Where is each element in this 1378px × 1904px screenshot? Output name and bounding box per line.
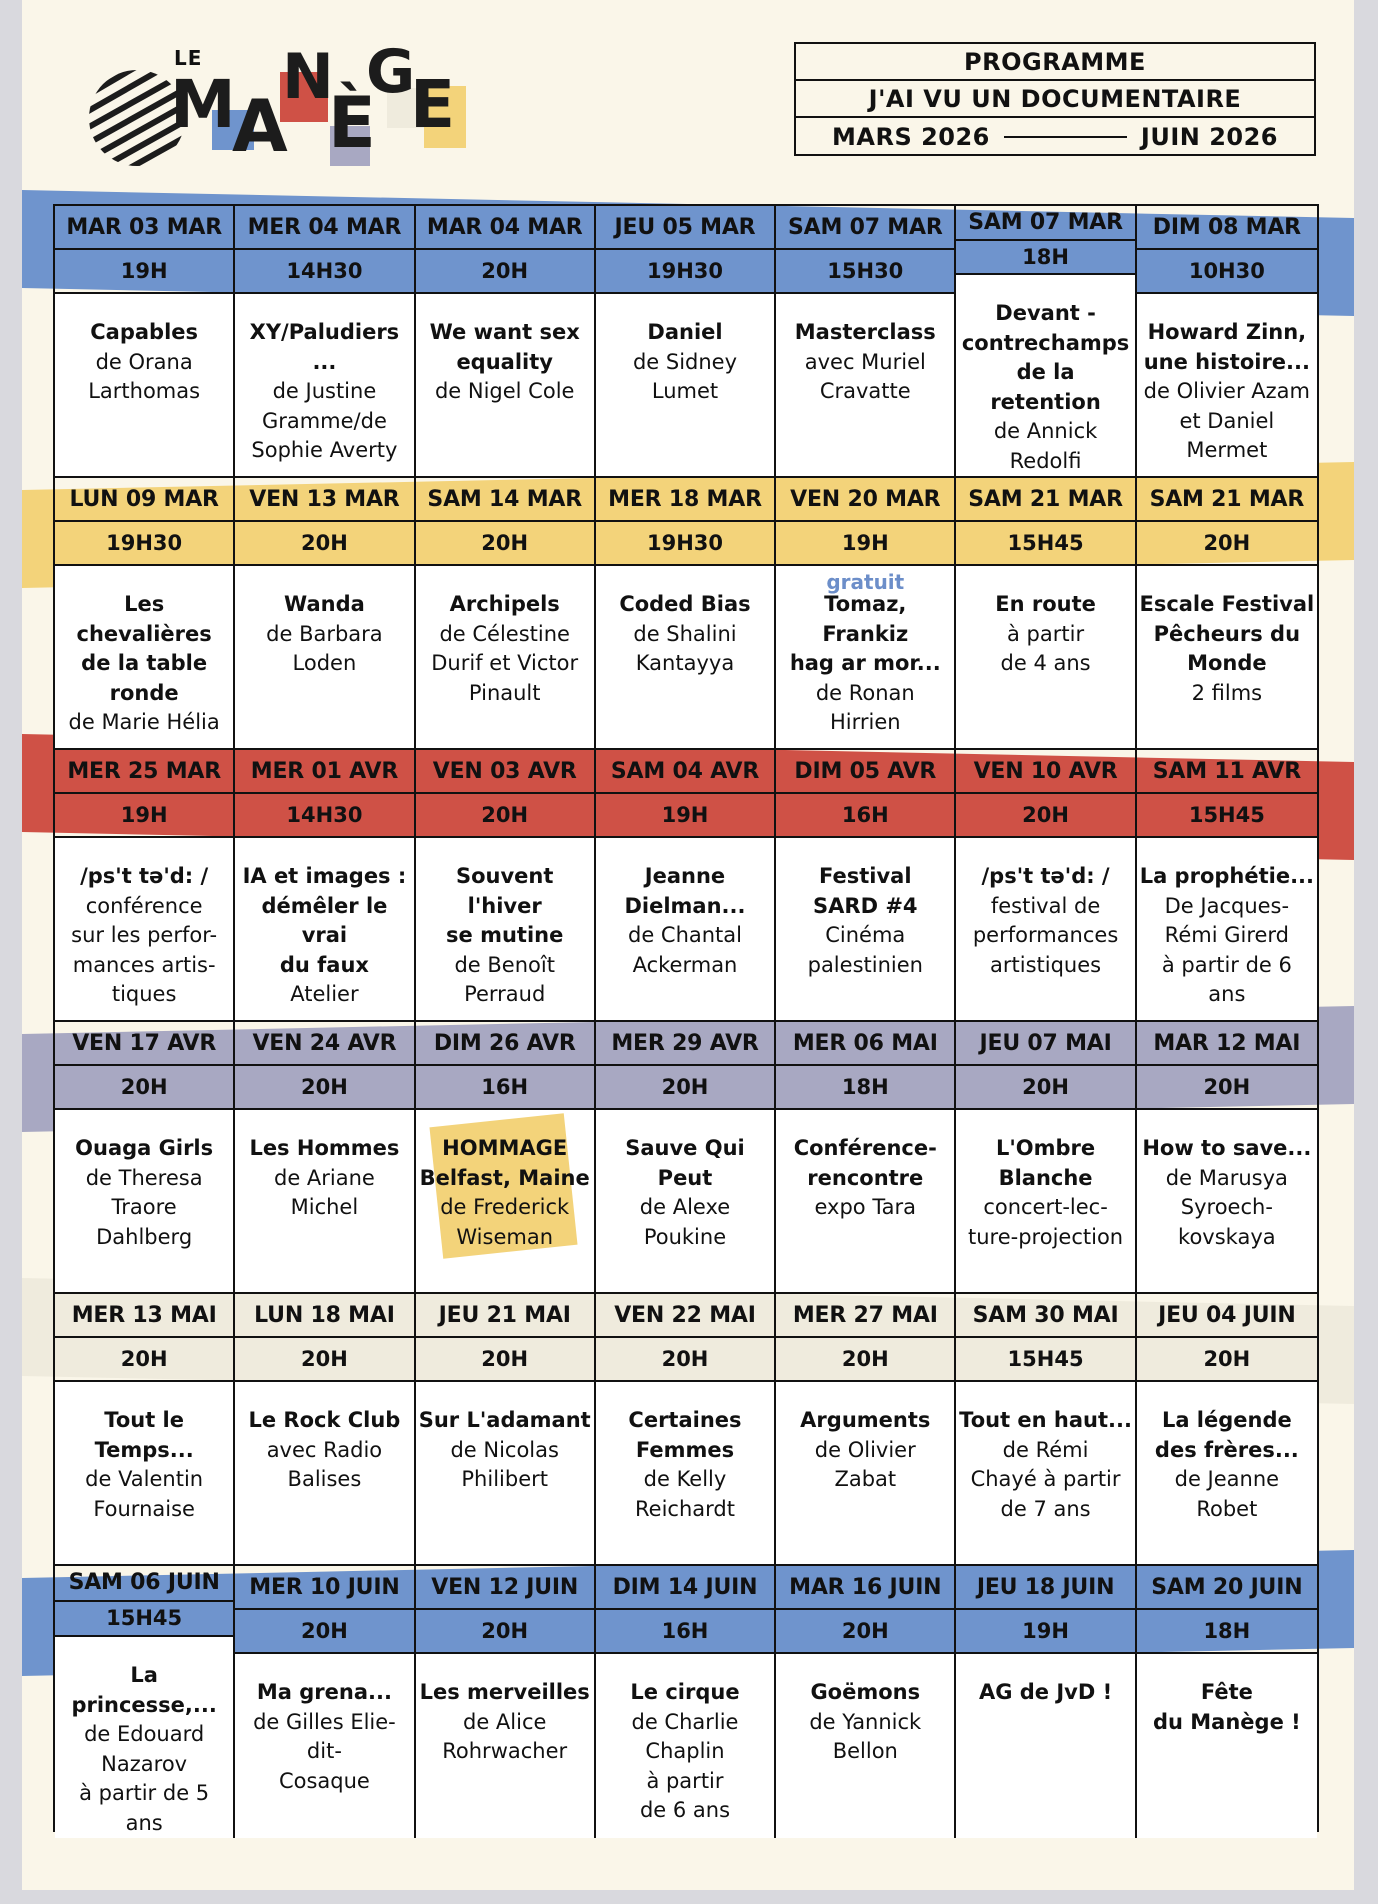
event-date: LUN 09 MAR: [55, 478, 233, 522]
event-cell: [1137, 206, 1317, 478]
event-cell: [55, 478, 235, 750]
event-time: 20H: [416, 1338, 594, 1382]
event-body: [55, 294, 233, 476]
event-time: 18H: [1137, 1610, 1317, 1654]
event-subtitle: de Benoît Perraud: [454, 952, 555, 1006]
event-cell: [416, 1022, 596, 1294]
event-date: DIM 08 MAR: [1137, 206, 1317, 250]
event-body: [956, 566, 1134, 748]
event-time: 16H: [416, 1066, 594, 1110]
event-date: SAM 30 MAI: [956, 1294, 1134, 1338]
event-cell: [416, 1294, 596, 1566]
event-time: 20H: [956, 1066, 1134, 1110]
event-time: 20H: [596, 1066, 774, 1110]
event-time: 20H: [776, 1338, 954, 1382]
event-date: DIM 26 AVR: [416, 1022, 594, 1066]
event-time: 20H: [55, 1066, 233, 1110]
event-cell: [1137, 478, 1317, 750]
event-time: 19H: [55, 794, 233, 838]
event-date: MAR 03 MAR: [55, 206, 233, 250]
event-time: 19H: [776, 522, 954, 566]
event-title: Ouaga Girls: [75, 1136, 214, 1160]
event-date: MER 25 MAR: [55, 750, 233, 794]
event-time: 15H30: [776, 250, 954, 294]
event-body: [235, 566, 413, 748]
event-date: SAM 07 MAR: [956, 206, 1134, 241]
event-title: L'Ombre Blanche: [995, 1136, 1096, 1190]
event-time: 15H45: [956, 1338, 1134, 1382]
event-time: 20H: [416, 522, 594, 566]
event-subtitle: de Sidney Lumet: [632, 349, 738, 403]
event-time: 15H45: [55, 1602, 233, 1638]
event-subtitle: Cinéma palestinien: [807, 923, 923, 977]
event-time: 20H: [416, 1610, 594, 1654]
event-time: 19H: [55, 250, 233, 294]
programme-subtitle: J'AI VU UN DOCUMENTAIRE: [796, 81, 1314, 118]
event-subtitle: de Valentin Fournaise: [85, 1467, 204, 1521]
event-title: Wanda: [284, 592, 365, 616]
event-date: MAR 16 JUIN: [776, 1566, 954, 1610]
event-date: JEU 18 JUIN: [956, 1566, 1134, 1610]
event-cell: [776, 750, 956, 1022]
event-body: [235, 838, 413, 1020]
event-date: MER 06 MAI: [776, 1022, 954, 1066]
event-date: MER 13 MAI: [55, 1294, 233, 1338]
event-title: En route: [995, 592, 1096, 616]
event-time: 20H: [416, 794, 594, 838]
event-body: [956, 1654, 1134, 1838]
event-body: [55, 566, 233, 748]
event-body: [776, 566, 954, 748]
event-body: [235, 1110, 413, 1292]
event-cell: [956, 1294, 1136, 1566]
event-date: SAM 04 AVR: [596, 750, 774, 794]
logo: [82, 28, 502, 178]
event-body: [956, 275, 1134, 476]
event-title: Le Rock Club: [248, 1408, 401, 1432]
event-cell: [416, 750, 596, 1022]
event-body: [416, 1382, 594, 1564]
event-date: MAR 12 MAI: [1137, 1022, 1317, 1066]
event-body: [1137, 294, 1317, 476]
event-subtitle: Atelier: [290, 982, 359, 1006]
event-body: [416, 566, 594, 748]
event-cell: [776, 1294, 956, 1566]
event-date: SAM 21 MAR: [956, 478, 1134, 522]
event-body: [1137, 1382, 1317, 1564]
logo-letter-n: N: [282, 40, 334, 113]
event-body: [1137, 566, 1317, 748]
logo-letter-m: M: [170, 66, 236, 143]
event-cell: [235, 1566, 415, 1838]
event-body: [596, 1382, 774, 1564]
programme-title: PROGRAMME: [796, 44, 1314, 81]
event-title: AG de JvD !: [978, 1680, 1113, 1704]
event-cell: [596, 206, 776, 478]
event-time: 18H: [776, 1066, 954, 1110]
event-cell: [956, 1566, 1136, 1838]
event-subtitle: de Shalini Kantayya: [633, 621, 737, 675]
event-date: SAM 21 MAR: [1137, 478, 1317, 522]
event-time: 16H: [776, 794, 954, 838]
event-date: JEU 21 MAI: [416, 1294, 594, 1338]
event-title: How to save...: [1142, 1136, 1312, 1160]
event-cell: [1137, 1294, 1317, 1566]
event-subtitle: de Olivier Zabat: [814, 1437, 916, 1491]
event-title: Tout le Temps...: [94, 1408, 194, 1462]
event-title: Le cirque: [630, 1680, 740, 1704]
event-body: [1137, 1654, 1317, 1838]
event-body: [235, 294, 413, 476]
event-subtitle: de Theresa Traore Dahlberg: [85, 1165, 203, 1249]
event-title: Fête du Manège !: [1152, 1680, 1301, 1734]
event-cell: [416, 1566, 596, 1838]
event-time: 10H30: [1137, 250, 1317, 294]
event-time: 19H30: [596, 522, 774, 566]
event-body: [776, 1654, 954, 1838]
event-date: VEN 10 AVR: [956, 750, 1134, 794]
event-cell: [55, 750, 235, 1022]
event-subtitle: de Nigel Cole: [434, 379, 575, 403]
event-subtitle: de Orana Larthomas: [88, 349, 201, 403]
event-time: 19H30: [55, 522, 233, 566]
event-title: Daniel: [647, 320, 723, 344]
logo-le: LE: [174, 46, 203, 70]
event-title: Les merveilles: [419, 1680, 590, 1704]
event-body: [776, 1110, 954, 1292]
event-subtitle: de Charlie Chaplin à partir de 6 ans: [631, 1709, 739, 1822]
event-date: SAM 07 MAR: [776, 206, 954, 250]
event-time: 20H: [55, 1338, 233, 1382]
event-cell: [235, 478, 415, 750]
event-cell: [55, 206, 235, 478]
event-body: [55, 838, 233, 1020]
poster: [22, 0, 1354, 1890]
event-cell: [956, 478, 1136, 750]
event-date: JEU 07 MAI: [956, 1022, 1134, 1066]
event-title: Devant - contrechamps de la retention: [961, 301, 1130, 414]
event-title: La prophétie...: [1139, 864, 1315, 888]
event-time: 18H: [956, 241, 1134, 276]
event-cell: [235, 1294, 415, 1566]
event-cell: [596, 478, 776, 750]
event-subtitle: de Frederick Wiseman: [440, 1195, 570, 1249]
event-subtitle: de Célestine Durif et Victor Pinault: [431, 621, 579, 705]
event-body: [956, 1110, 1134, 1292]
event-body: [596, 838, 774, 1020]
event-cell: [1137, 1022, 1317, 1294]
schedule-grid: [53, 204, 1319, 1835]
event-subtitle: festival de performances artistiques: [972, 893, 1119, 977]
event-title: Sur L'adamant: [418, 1408, 591, 1432]
event-date: MER 29 AVR: [596, 1022, 774, 1066]
event-body: [416, 294, 594, 476]
event-cell: [235, 206, 415, 478]
event-date: VEN 13 MAR: [235, 478, 413, 522]
logo-letter-e: E: [410, 66, 456, 143]
event-time: 19H30: [596, 250, 774, 294]
event-time: 19H: [956, 1610, 1134, 1654]
event-title: Les Hommes: [249, 1136, 400, 1160]
event-title: Tout en haut...: [959, 1408, 1132, 1432]
event-date: MER 27 MAI: [776, 1294, 954, 1338]
event-date: VEN 20 MAR: [776, 478, 954, 522]
event-subtitle: de Marusya Syroech- kovskaya: [1165, 1165, 1288, 1249]
logo-letter-a: A: [232, 84, 288, 168]
event-title: Souvent l'hiver se mutine: [446, 864, 564, 947]
event-title: Howard Zinn, une histoire...: [1143, 320, 1310, 374]
event-body: [956, 838, 1134, 1020]
event-body: [55, 1382, 233, 1564]
event-subtitle: expo Tara: [814, 1195, 917, 1219]
event-subtitle: de Rémi Chayé à partir de 7 ans: [970, 1437, 1121, 1521]
event-title: Festival SARD #4: [813, 864, 918, 918]
event-title: XY/Paludiers ...: [249, 320, 400, 374]
event-cell: [776, 1566, 956, 1838]
event-subtitle: à partir de 4 ans: [1000, 621, 1091, 675]
event-title: Escale Festival Pêcheurs du Monde: [1139, 592, 1315, 675]
event-date: MAR 04 MAR: [416, 206, 594, 250]
event-body: [1137, 838, 1317, 1020]
event-subtitle: concert-lec- ture-projection: [968, 1195, 1124, 1249]
event-time: 16H: [596, 1610, 774, 1654]
event-cell: [235, 1022, 415, 1294]
event-cell: [596, 750, 776, 1022]
event-cell: [1137, 750, 1317, 1022]
event-title: IA et images : démêler le vrai du faux: [242, 864, 407, 977]
event-time: 14H30: [235, 794, 413, 838]
event-subtitle: de Yannick Bellon: [809, 1709, 922, 1763]
event-subtitle: De Jacques- Rémi Girerd à partir de 6 ans: [1161, 893, 1292, 1006]
event-body: [55, 1637, 233, 1838]
event-subtitle: de Edouard Nazarov à partir de 5 ans: [79, 1722, 210, 1835]
event-date: SAM 20 JUIN: [1137, 1566, 1317, 1610]
event-subtitle: de Alice Rohrwacher: [442, 1709, 568, 1763]
event-cell: [55, 1294, 235, 1566]
event-body: [776, 294, 954, 476]
event-date: DIM 05 AVR: [776, 750, 954, 794]
event-date: MER 04 MAR: [235, 206, 413, 250]
event-date: VEN 17 AVR: [55, 1022, 233, 1066]
event-time: 15H45: [1137, 794, 1317, 838]
event-title: Goëmons: [810, 1680, 921, 1704]
event-date: LUN 18 MAI: [235, 1294, 413, 1338]
event-date: MER 18 MAR: [596, 478, 774, 522]
event-body: [776, 1382, 954, 1564]
event-time: 20H: [1137, 522, 1317, 566]
programme-dash: [1004, 136, 1127, 138]
event-time: 20H: [235, 1066, 413, 1110]
event-title: Certaines Femmes: [628, 1408, 742, 1462]
event-subtitle: de Marie Hélia: [68, 710, 220, 734]
programme-start: MARS 2026: [832, 122, 990, 151]
event-cell: [416, 478, 596, 750]
event-time: 15H45: [956, 522, 1134, 566]
event-date: JEU 04 JUIN: [1137, 1294, 1317, 1338]
event-body: [596, 294, 774, 476]
event-title: La légende des frères...: [1154, 1408, 1299, 1462]
event-body: [235, 1382, 413, 1564]
event-subtitle: de Justine Gramme/de Sophie Averty: [251, 379, 398, 462]
event-title: Jeanne Dielman...: [624, 864, 746, 918]
event-time: 20H: [956, 794, 1134, 838]
event-subtitle: de Jeanne Robet: [1174, 1467, 1280, 1521]
event-body: [416, 1654, 594, 1838]
event-title: We want sex equality: [429, 320, 580, 374]
event-body: [1137, 1110, 1317, 1292]
free-badge: gratuit: [826, 570, 905, 594]
event-subtitle: de Gilles Elie- dit- Cosaque: [253, 1709, 396, 1793]
event-date: SAM 11 AVR: [1137, 750, 1317, 794]
event-time: 20H: [1137, 1066, 1317, 1110]
logo-letter-e-grave: È: [328, 82, 376, 164]
event-cell: [416, 206, 596, 478]
event-subtitle: de Ariane Michel: [273, 1165, 375, 1219]
event-cell: [596, 1566, 776, 1838]
event-date: MER 01 AVR: [235, 750, 413, 794]
event-time: 20H: [776, 1610, 954, 1654]
event-date: VEN 12 JUIN: [416, 1566, 594, 1610]
event-body: [956, 1382, 1134, 1564]
event-time: 20H: [416, 250, 594, 294]
event-title: Ma grena...: [256, 1680, 392, 1704]
event-body: [776, 838, 954, 1020]
event-body: [416, 1110, 594, 1292]
event-time: 14H30: [235, 250, 413, 294]
event-time: 20H: [235, 522, 413, 566]
programme-box: [794, 42, 1316, 156]
event-time: 20H: [596, 1338, 774, 1382]
event-date: MER 10 JUIN: [235, 1566, 413, 1610]
event-subtitle: de Alexe Poukine: [639, 1195, 731, 1249]
logo-letter-g: G: [366, 37, 416, 107]
event-subtitle: de Olivier Azam et Daniel Mermet: [1143, 379, 1311, 462]
event-subtitle: de Chantal Ackerman: [627, 923, 742, 977]
event-title: Arguments: [800, 1408, 931, 1432]
event-cell: [55, 1022, 235, 1294]
event-title: Tomaz, Frankiz hag ar mor...: [789, 592, 941, 675]
event-cell: [776, 478, 956, 750]
event-title: Coded Bias: [619, 592, 751, 616]
event-subtitle: de Ronan Hirrien: [815, 680, 915, 734]
event-title: La princesse,...: [71, 1663, 217, 1717]
event-title: HOMMAGE Belfast, Maine: [419, 1136, 590, 1190]
event-date: VEN 24 AVR: [235, 1022, 413, 1066]
event-date: JEU 05 MAR: [596, 206, 774, 250]
event-body: [55, 1110, 233, 1292]
event-body: [416, 838, 594, 1020]
event-date: VEN 03 AVR: [416, 750, 594, 794]
event-time: 20H: [235, 1610, 413, 1654]
event-title: Conférence- rencontre: [793, 1136, 937, 1190]
programme-dates: [796, 118, 1314, 155]
event-body: [596, 1654, 774, 1838]
event-cell: [776, 206, 956, 478]
event-body: [596, 1110, 774, 1292]
event-subtitle: conférence sur les perfor- mances artis- tiques: [71, 893, 218, 1006]
event-title: /ps't tə'd: /: [80, 864, 209, 888]
event-time: 19H: [596, 794, 774, 838]
event-date: SAM 14 MAR: [416, 478, 594, 522]
event-date: VEN 22 MAI: [596, 1294, 774, 1338]
event-cell: [956, 206, 1136, 478]
event-cell: [1137, 1566, 1317, 1838]
event-subtitle: de Barbara Loden: [266, 621, 383, 675]
event-cell: [956, 1022, 1136, 1294]
event-subtitle: avec Radio Balises: [266, 1437, 383, 1491]
event-cell: [55, 1566, 235, 1838]
event-body: [235, 1654, 413, 1838]
event-title: Sauve Qui Peut: [625, 1136, 745, 1190]
event-time: 20H: [1137, 1338, 1317, 1382]
event-cell: [596, 1022, 776, 1294]
event-title: Masterclass: [794, 320, 936, 344]
event-subtitle: de Nicolas Philibert: [450, 1437, 559, 1491]
event-cell: [776, 1022, 956, 1294]
event-title: Archipels: [449, 592, 560, 616]
event-cell: [956, 750, 1136, 1022]
event-cell: [596, 1294, 776, 1566]
event-subtitle: 2 films: [1191, 680, 1263, 705]
event-date: DIM 14 JUIN: [596, 1566, 774, 1610]
event-title: Capables: [90, 320, 199, 344]
event-cell: [235, 750, 415, 1022]
event-title: Les chevalières de la table ronde: [76, 592, 212, 705]
event-subtitle: avec Muriel Cravatte: [804, 349, 926, 403]
event-title: /ps't tə'd: /: [981, 864, 1110, 888]
event-body: [596, 566, 774, 748]
programme-end: JUIN 2026: [1140, 122, 1278, 151]
event-subtitle: de Annick Redolfi: [993, 419, 1098, 473]
event-subtitle: de Kelly Reichardt: [635, 1467, 735, 1521]
event-time: 20H: [235, 1338, 413, 1382]
event-date: SAM 06 JUIN: [55, 1566, 233, 1602]
